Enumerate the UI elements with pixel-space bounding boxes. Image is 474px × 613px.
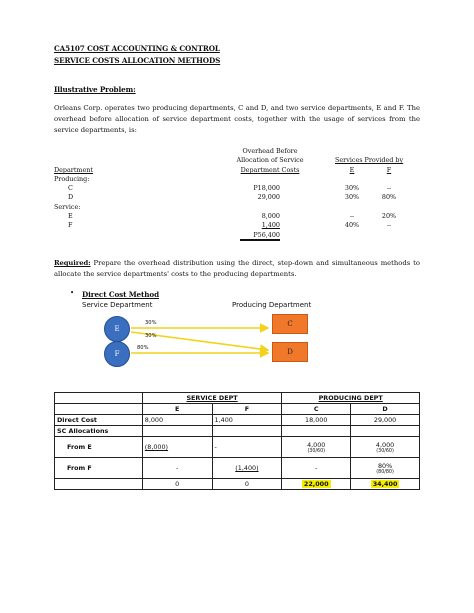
col-d: D <box>351 404 420 415</box>
row-e-pct: 40% <box>344 221 360 229</box>
table-cell <box>212 458 282 479</box>
row-f-pct: 20% <box>381 212 397 220</box>
sc-alloc-label: SC Allocations <box>55 426 143 437</box>
table-row <box>55 458 420 479</box>
table-cell <box>282 479 351 490</box>
col-e: E <box>142 404 212 415</box>
col-department: Department <box>54 166 93 174</box>
table-cell: 18,000 <box>282 415 351 426</box>
table-cell <box>142 426 212 437</box>
cell-value: (8,000) <box>144 443 169 451</box>
table-cell <box>351 437 420 458</box>
col-f: F <box>212 404 282 415</box>
row-dept: D <box>68 193 74 201</box>
bullet: • <box>70 289 75 297</box>
allocation-table <box>54 392 420 490</box>
doc-title-line2: SERVICE COSTS ALLOCATION METHODS <box>54 56 221 65</box>
table-cell: 8,000 <box>142 415 212 426</box>
col-overhead-line2: Allocation of Service <box>236 156 304 164</box>
row-cost: 8,000 <box>261 212 280 220</box>
table-cell <box>55 404 143 415</box>
direct-cost-label: Direct Cost <box>55 415 143 426</box>
row-dept: C <box>68 184 73 192</box>
table-row <box>55 426 420 437</box>
service-label: Service: <box>54 203 81 211</box>
problem-heading: Illustrative Problem: <box>54 85 136 94</box>
table-cell: - <box>282 458 351 479</box>
table-row <box>55 437 420 458</box>
table-cell: - <box>212 437 282 458</box>
required-text: Prepare the overhead distribution using the direct, step-down and simultaneous methods to allocate the service departments' costs to the producing departments. <box>54 259 420 278</box>
cell-value: 4,000 <box>307 440 326 449</box>
doc-title-line1: CA5107 COST ACCOUNTING & CONTROL <box>54 44 220 53</box>
total-overhead: P56,400 <box>240 231 280 241</box>
col-services-provided: Services Provided by <box>335 156 404 164</box>
service-node-f: F <box>104 341 130 367</box>
from-f-label: From F <box>55 458 143 479</box>
problem-text: Orleans Corp. operates two producing departments, C and D, and two service departments, E and F. The overhead before allocation of service department costs, together with the usage of services from the service departments, is: <box>54 104 420 134</box>
table-cell: - <box>142 458 212 479</box>
table-cell <box>55 479 143 490</box>
table-cell: 0 <box>142 479 212 490</box>
row-cost: 29,000 <box>257 193 280 201</box>
col-c: C <box>282 404 351 415</box>
cell-fraction: (30/60) <box>307 448 326 454</box>
producing-node-d: D <box>272 342 308 362</box>
table-cell <box>142 437 212 458</box>
total-c-highlight: 22,000 <box>303 480 329 488</box>
row-f-pct: 80% <box>381 193 397 201</box>
service-node-e: E <box>104 316 130 342</box>
cell-fraction: (80/80) <box>376 469 394 475</box>
table-header-group-row <box>55 393 420 404</box>
producing-node-c: C <box>272 314 308 334</box>
required-label: Required: <box>54 259 91 267</box>
pct-e-to-c: 30% <box>145 320 157 326</box>
table-cell <box>212 426 282 437</box>
pct-f-to-d: 80% <box>137 345 149 351</box>
pct-e-to-d: 30% <box>145 333 157 339</box>
table-header-row <box>55 404 420 415</box>
service-dept-label: Service Department <box>82 301 153 309</box>
cell-value: 80% <box>377 461 393 470</box>
table-cell <box>282 437 351 458</box>
producing-dept-header: PRODUCING DEPT <box>282 393 420 404</box>
service-dept-header: SERVICE DEPT <box>142 393 282 404</box>
col-f-header: F <box>386 166 392 174</box>
table-cell <box>351 426 420 437</box>
row-f-pct: -- <box>386 184 392 192</box>
cell-fraction: (30/60) <box>376 448 394 454</box>
col-e-header: E <box>349 166 355 174</box>
row-cost: P18,000 <box>253 184 280 192</box>
table-cell <box>55 393 143 404</box>
from-e-label: From E <box>55 437 143 458</box>
row-cost: 1,400 <box>261 221 280 229</box>
total-d-highlight: 34,400 <box>372 480 398 488</box>
col-overhead-line1: Overhead Before <box>242 147 298 155</box>
row-e-pct: 30% <box>344 193 360 201</box>
table-cell <box>351 458 420 479</box>
cell-value: (1,400) <box>235 464 259 472</box>
direct-method-heading: Direct Cost Method <box>82 290 159 299</box>
producing-dept-label: Producing Department <box>232 301 312 309</box>
table-cell <box>282 426 351 437</box>
row-f-pct: -- <box>386 221 392 229</box>
table-cell <box>351 479 420 490</box>
table-cell: 29,000 <box>351 415 420 426</box>
producing-label: Producing: <box>54 175 90 183</box>
table-cell: 0 <box>212 479 282 490</box>
row-dept: F <box>68 221 73 229</box>
col-overhead-line3: Department Costs <box>240 166 300 174</box>
table-row <box>55 415 420 426</box>
table-cell: 1,400 <box>212 415 282 426</box>
table-row-totals <box>55 479 420 490</box>
row-e-pct: -- <box>349 212 355 220</box>
row-dept: E <box>68 212 73 220</box>
row-e-pct: 30% <box>344 184 360 192</box>
cell-value: 4,000 <box>375 440 395 449</box>
